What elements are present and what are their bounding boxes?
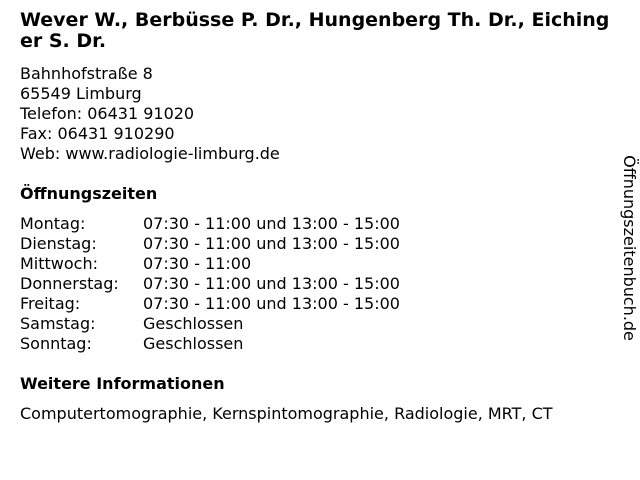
day-label: Montag:	[20, 214, 86, 233]
hours-row-thursday	[20, 274, 400, 294]
hours-value: 07:30 - 11:00	[143, 254, 252, 273]
opening-hours-table	[20, 214, 400, 354]
day-label: Dienstag:	[20, 234, 97, 253]
hours-value: Geschlossen	[143, 334, 244, 353]
page-title: Wever W., Berbüsse P. Dr., Hungenberg Th. Dr., Eichinger S. Dr.	[20, 9, 610, 52]
phone-line: Telefon: 06431 91020	[20, 104, 195, 123]
city-line: 65549 Limburg	[20, 84, 142, 103]
day-label: Sonntag:	[20, 334, 92, 353]
opening-hours-heading: Öffnungszeiten	[20, 184, 158, 203]
day-label: Donnerstag:	[20, 274, 119, 293]
hours-value: 07:30 - 11:00 und 13:00 - 15:00	[143, 294, 400, 313]
day-label: Mittwoch:	[20, 254, 98, 273]
day-label: Samstag:	[20, 314, 96, 333]
hours-value: 07:30 - 11:00 und 13:00 - 15:00	[143, 234, 400, 253]
hours-row-wednesday	[20, 254, 400, 274]
hours-row-monday	[20, 214, 400, 234]
address-block	[20, 64, 280, 164]
hours-row-saturday	[20, 314, 400, 334]
hours-value: 07:30 - 11:00 und 13:00 - 15:00	[143, 274, 400, 293]
hours-row-friday	[20, 294, 400, 314]
hours-value: 07:30 - 11:00 und 13:00 - 15:00	[143, 214, 400, 233]
hours-value: Geschlossen	[143, 314, 244, 333]
hours-row-sunday	[20, 334, 400, 354]
hours-row-tuesday	[20, 234, 400, 254]
more-info-heading: Weitere Informationen	[20, 374, 225, 393]
more-info-text: Computertomographie, Kernspintomographie, Radiologie, MRT, CT	[20, 404, 553, 423]
street-line: Bahnhofstraße 8	[20, 64, 153, 83]
site-watermark: Öffnungszeitenbuch.de	[620, 155, 639, 341]
day-label: Freitag:	[20, 294, 81, 313]
web-line: Web: www.radiologie-limburg.de	[20, 144, 280, 163]
fax-line: Fax: 06431 910290	[20, 124, 175, 143]
